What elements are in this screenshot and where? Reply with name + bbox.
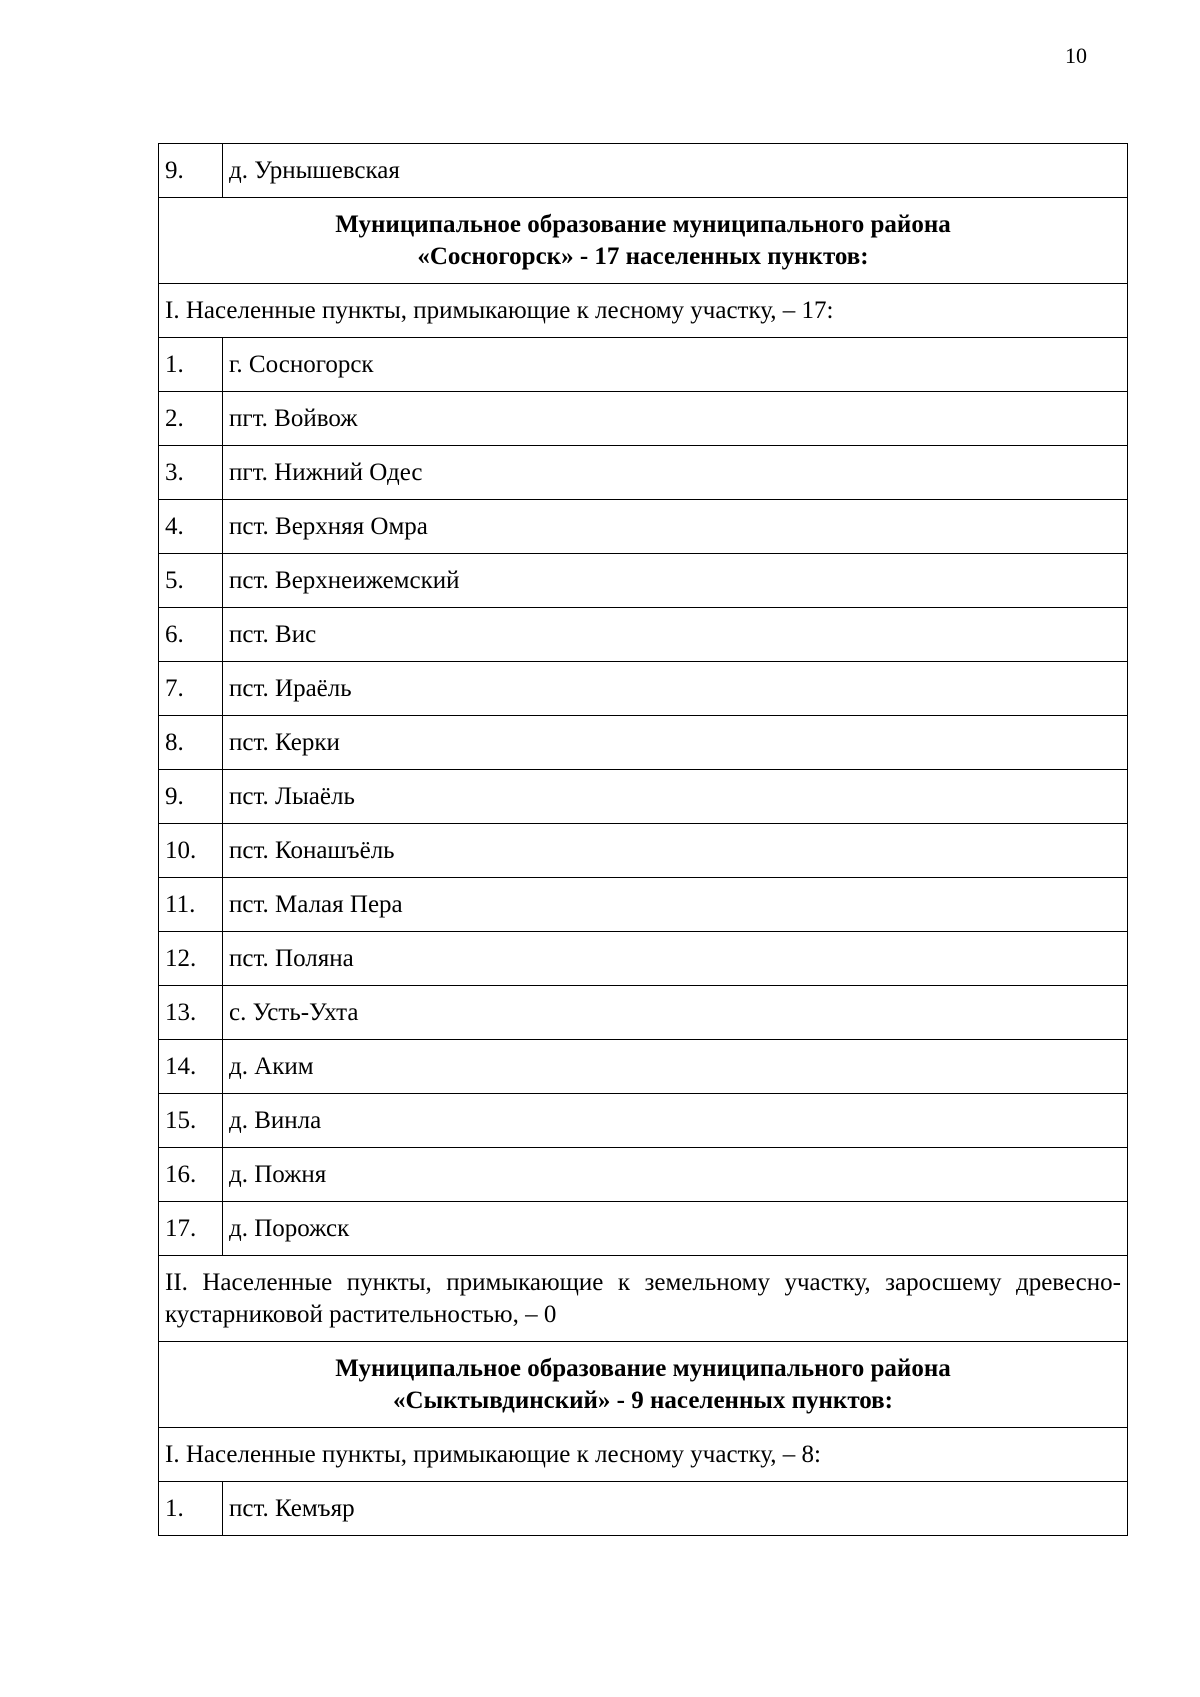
settlement-name: пгт. Войвож — [223, 392, 1128, 446]
row-number: 9. — [159, 770, 223, 824]
row-number: 2. — [159, 392, 223, 446]
table-row — [159, 716, 1128, 770]
municipality-header-line1: Муниципальное образование муниципального района — [335, 210, 951, 238]
table-row — [159, 608, 1128, 662]
row-number: 10. — [159, 824, 223, 878]
row-number: 16. — [159, 1148, 223, 1202]
section-heading — [159, 1428, 1128, 1482]
settlement-name: пст. Верхнеижемский — [223, 554, 1128, 608]
row-number: 6. — [159, 608, 223, 662]
row-number: 8. — [159, 716, 223, 770]
table-row — [159, 1482, 1128, 1536]
row-number: 1. — [159, 1482, 223, 1536]
settlement-name: д. Урнышевская — [223, 144, 1128, 198]
table-row — [159, 824, 1128, 878]
settlement-name: пст. Конашъёль — [223, 824, 1128, 878]
page-number: 10 — [1065, 43, 1087, 68]
settlement-name: пст. Ираёль — [223, 662, 1128, 716]
table-row — [159, 1094, 1128, 1148]
table-row — [159, 1040, 1128, 1094]
section-heading-text: I. Населенные пункты, примыкающие к лесному участку, – 17: — [159, 284, 1128, 338]
row-number: 14. — [159, 1040, 223, 1094]
settlement-name: пст. Поляна — [223, 932, 1128, 986]
table-row — [159, 662, 1128, 716]
table-row — [159, 1202, 1128, 1256]
row-number: 7. — [159, 662, 223, 716]
row-number: 15. — [159, 1094, 223, 1148]
municipality-header-line2: «Сыктывдинский» - 9 населенных пунктов: — [393, 1386, 893, 1414]
row-number: 1. — [159, 338, 223, 392]
settlement-name: пст. Малая Пера — [223, 878, 1128, 932]
table-row — [159, 144, 1128, 198]
table-row — [159, 878, 1128, 932]
municipality-header-line1: Муниципальное образование муниципального района — [335, 1354, 951, 1382]
settlement-name: пст. Лыаёль — [223, 770, 1128, 824]
settlement-name: д. Винла — [223, 1094, 1128, 1148]
row-number: 12. — [159, 932, 223, 986]
table-row — [159, 392, 1128, 446]
municipality-header — [159, 198, 1128, 284]
table-row — [159, 338, 1128, 392]
table-row — [159, 986, 1128, 1040]
settlement-name: пгт. Нижний Одес — [223, 446, 1128, 500]
settlement-name: д. Пожня — [223, 1148, 1128, 1202]
table-row — [159, 1148, 1128, 1202]
row-number: 11. — [159, 878, 223, 932]
settlement-name: д. Аким — [223, 1040, 1128, 1094]
table-row — [159, 932, 1128, 986]
table-row — [159, 446, 1128, 500]
settlement-name: г. Сосногорск — [223, 338, 1128, 392]
settlement-name: пст. Керки — [223, 716, 1128, 770]
settlement-name: с. Усть-Ухта — [223, 986, 1128, 1040]
table-row — [159, 770, 1128, 824]
settlement-name: пст. Кемъяр — [223, 1482, 1128, 1536]
settlement-name: д. Порожск — [223, 1202, 1128, 1256]
settlement-name: пст. Вис — [223, 608, 1128, 662]
table-row — [159, 500, 1128, 554]
section-heading-text: I. Населенные пункты, примыкающие к лесному участку, – 8: — [159, 1428, 1128, 1482]
section-heading — [159, 284, 1128, 338]
row-number: 5. — [159, 554, 223, 608]
settlements-table — [158, 143, 1128, 1536]
row-number: 13. — [159, 986, 223, 1040]
row-number: 4. — [159, 500, 223, 554]
row-number: 17. — [159, 1202, 223, 1256]
row-number: 3. — [159, 446, 223, 500]
section-heading-text: II. Населенные пункты, примыкающие к земельному участку, заросшему древесно-кустарниковой растительностью, – 0 — [159, 1256, 1128, 1342]
municipality-header — [159, 1342, 1128, 1428]
table-row — [159, 554, 1128, 608]
row-number: 9. — [159, 144, 223, 198]
settlement-name: пст. Верхняя Омра — [223, 500, 1128, 554]
municipality-header-line2: «Сосногорск» - 17 населенных пунктов: — [417, 242, 869, 270]
section-heading — [159, 1256, 1128, 1342]
